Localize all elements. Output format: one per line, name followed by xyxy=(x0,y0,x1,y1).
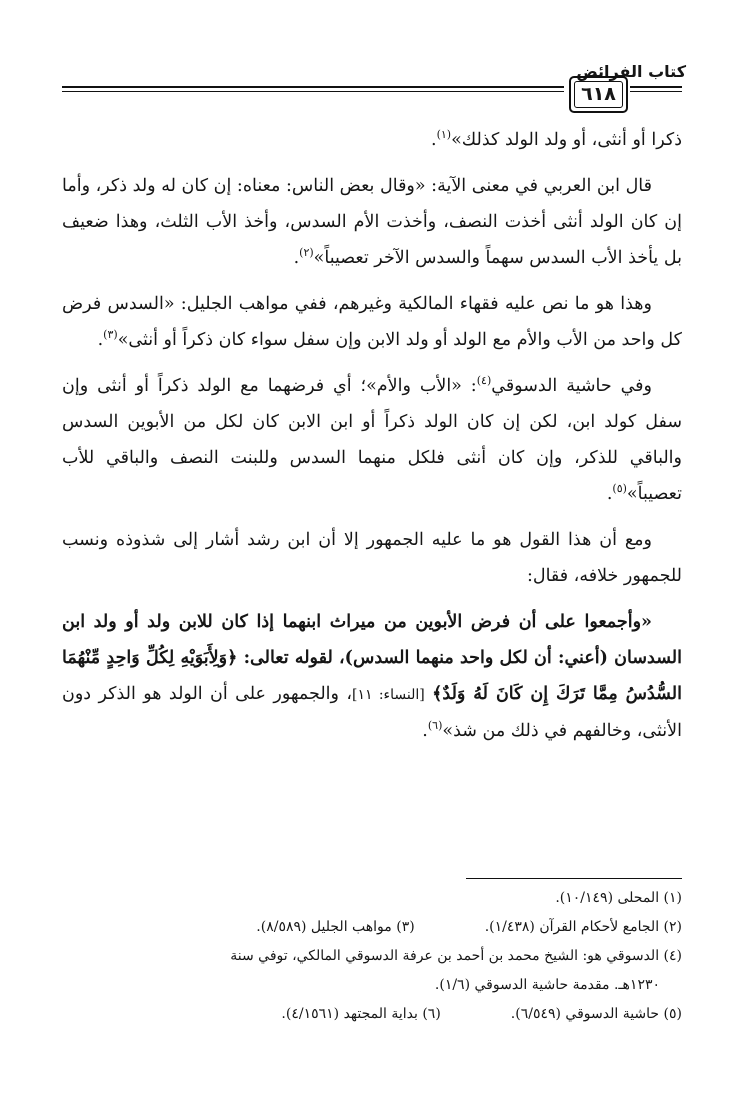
punct: . xyxy=(97,330,104,350)
paragraph-3 xyxy=(62,286,682,358)
paragraph-5 xyxy=(62,522,682,594)
punct: . xyxy=(606,484,613,504)
quran-citation: [النساء: ١١] xyxy=(352,687,425,703)
footnote-row-5-6 xyxy=(62,1000,682,1029)
footnote-1: (١) المحلى (١٠/١٤٩). xyxy=(555,890,682,906)
quote-text: «وأجمعوا على أن فرض الأبوين من ميراث ابنهما إذا كان للابن ولد أو ولد ابن السدسان (أعني: أن لكل واحد منهما السدس)، لقوله تعالى: ﴿وَلِأَبَوَيْهِ لِكُلِّ وَاحِدٍ مِّنْهُمَا السُّدُسُ مِمَّا تَرَكَ إِن كَانَ لَهُ وَلَدٌ﴾ xyxy=(62,612,682,704)
footnote-5: (٥) حاشية الدسوقي (٦/٥٤٩). xyxy=(510,1006,682,1022)
footnote-row-2-3 xyxy=(62,913,682,942)
page-number: ٦١٨ xyxy=(581,83,616,105)
paragraph-text: قال ابن العربي في معنى الآية: «وقال بعض الناس: معناه: إن كان له ولد ذكر، وأما إن كان الولد أنثى أخذت النصف، وأخذت الأم السدس، وأخذ الأب الثلث، وهذا ضعيف بل يأخذ الأب السدس سهماً والسدس الآخر تعصيباً» xyxy=(62,176,682,268)
paragraph-6-quote xyxy=(62,604,682,749)
punct: . xyxy=(293,248,300,268)
punct: . xyxy=(422,721,428,741)
paragraph-text: وهذا هو ما نص عليه فقهاء المالكية وغيرهم، ففي مواهب الجليل: «السدس فرض كل واحد من الأب والأم مع الولد أو ولد الابن وإن سفل سواء كان ذكراً أو أنثى» xyxy=(62,294,682,350)
paragraph-text: ، والجمهور على أن الولد هو الذكر دون الأنثى، وخالفهم في ذلك من شذ» xyxy=(62,684,682,741)
book-title: كتاب الفرائض xyxy=(576,62,686,81)
footnote-6: (٦) بداية المجتهد (٤/١٥٦١). xyxy=(281,1006,441,1022)
header-rule-right-top xyxy=(630,86,682,88)
punct: . xyxy=(430,130,437,150)
footnote-ref: (٣) xyxy=(103,328,118,342)
paragraph-text: ومع أن هذا القول هو ما عليه الجمهور إلا أن ابن رشد أشار إلى شذوذه ونسب للجمهور خلافه، فقال: xyxy=(62,530,682,586)
footnote-ref: (٢) xyxy=(299,246,314,260)
footnote-3: (٣) مواهب الجليل (٨/٥٨٩). xyxy=(256,919,415,935)
page-number-frame xyxy=(569,76,628,113)
footnote-4: (٤) الدسوقي هو: الشيخ محمد بن أحمد بن عرفة الدسوقي المالكي، توفي سنة xyxy=(230,948,682,964)
footnote-2: (٢) الجامع لأحكام القرآن (١/٤٣٨). xyxy=(484,919,682,935)
paragraph-text: : «الأب والأم»؛ أي فرضهما مع الولد ذكراً أو أنثى وإن سفل كولد ابن، لكن إن كان الولد ذكراً أو ابن الابن كان لكل من الأبوين السدس والباقي للذكر، وإن كان أنثى فلكل منهما السدس وللبنت النصف والباقي للأب تعصيباً» xyxy=(62,376,682,504)
header-rule-left-bottom xyxy=(62,91,564,92)
header-rule-left-top xyxy=(62,86,564,88)
main-text xyxy=(62,122,682,759)
footnote-ref: (١) xyxy=(436,128,452,142)
footnote-separator xyxy=(466,878,682,879)
running-header xyxy=(0,0,748,125)
footnote-ref: (٦) xyxy=(427,719,443,733)
footnote-ref: (٤) xyxy=(476,374,492,388)
header-rule-right-bottom xyxy=(630,91,682,92)
paragraph-1 xyxy=(62,122,682,158)
paragraph-4 xyxy=(62,368,682,512)
paragraph-2 xyxy=(62,168,682,276)
footnote-ref: (٥) xyxy=(612,482,627,496)
paragraph-text: وفي حاشية الدسوقي xyxy=(491,376,653,396)
paragraph-text: ذكرا أو أنثى، أو ولد الولد كذلك» xyxy=(451,130,682,150)
footnotes xyxy=(62,884,682,1029)
footnote-4-continued: ١٢٣٠هـ. مقدمة حاشية الدسوقي (١/٦). xyxy=(434,977,660,993)
